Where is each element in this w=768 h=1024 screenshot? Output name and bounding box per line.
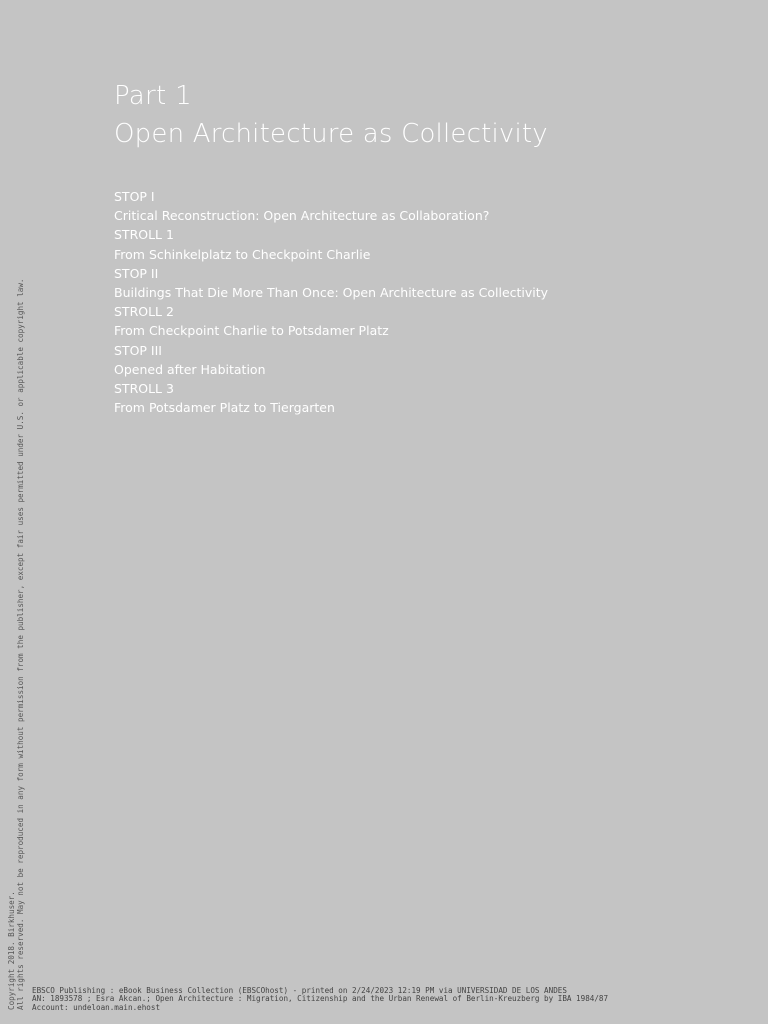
footer-record-line: AN: 1893578 ; Esra Akcan.; Open Architecture : Migration, Citizenship and the Urban Renewal of Berlin-Kreuzberg by IBA 1984/87 <box>32 994 609 1004</box>
copyright-line: Copyright 2018. Birkhuser. <box>7 891 16 1010</box>
toc-stroll-1-label: STROLL 1 <box>114 227 174 243</box>
rights-line: All rights reserved. May not be reproduced in any form without permission from the publisher, except fair uses permitted under U.S. or applicable copyright law. <box>15 278 25 1010</box>
part-number: Part 1 <box>114 81 192 111</box>
toc-stroll-3-title: From Potsdamer Platz to Tiergarten <box>114 400 335 416</box>
toc-stop-2-title: Buildings That Die More Than Once: Open Architecture as Collectivity <box>114 284 549 300</box>
copyright-notice <box>8 279 25 1011</box>
part-title: Open Architecture as Collectivity <box>114 119 548 149</box>
toc-stop-3-title: Opened after Habitation <box>114 361 266 377</box>
print-footer <box>32 987 608 1012</box>
toc-stroll-3-label: STROLL 3 <box>114 380 174 396</box>
toc-stroll-2-label: STROLL 2 <box>114 304 174 320</box>
toc-stop-1-label: STOP I <box>114 189 155 204</box>
toc-stroll-1-title: From Schinkelplatz to Checkpoint Charlie <box>114 246 371 262</box>
toc-stop-3-label: STOP III <box>114 342 162 358</box>
part-header <box>114 78 548 154</box>
toc-stop-1-title: Critical Reconstruction: Open Architecture as Collaboration? <box>114 208 490 224</box>
footer-account-line: Account: undeloan.main.ehost <box>32 1002 161 1012</box>
toc-stop-2-label: STOP II <box>114 265 159 281</box>
table-of-contents <box>114 187 548 417</box>
toc-stroll-2-title: From Checkpoint Charlie to Potsdamer Platz <box>114 323 389 339</box>
footer-publisher-line: EBSCO Publishing : eBook Business Collection (EBSCOhost) - printed on 2/24/2023 12:19 PM via UNIVERSIDAD DE LOS ANDES <box>32 986 567 995</box>
